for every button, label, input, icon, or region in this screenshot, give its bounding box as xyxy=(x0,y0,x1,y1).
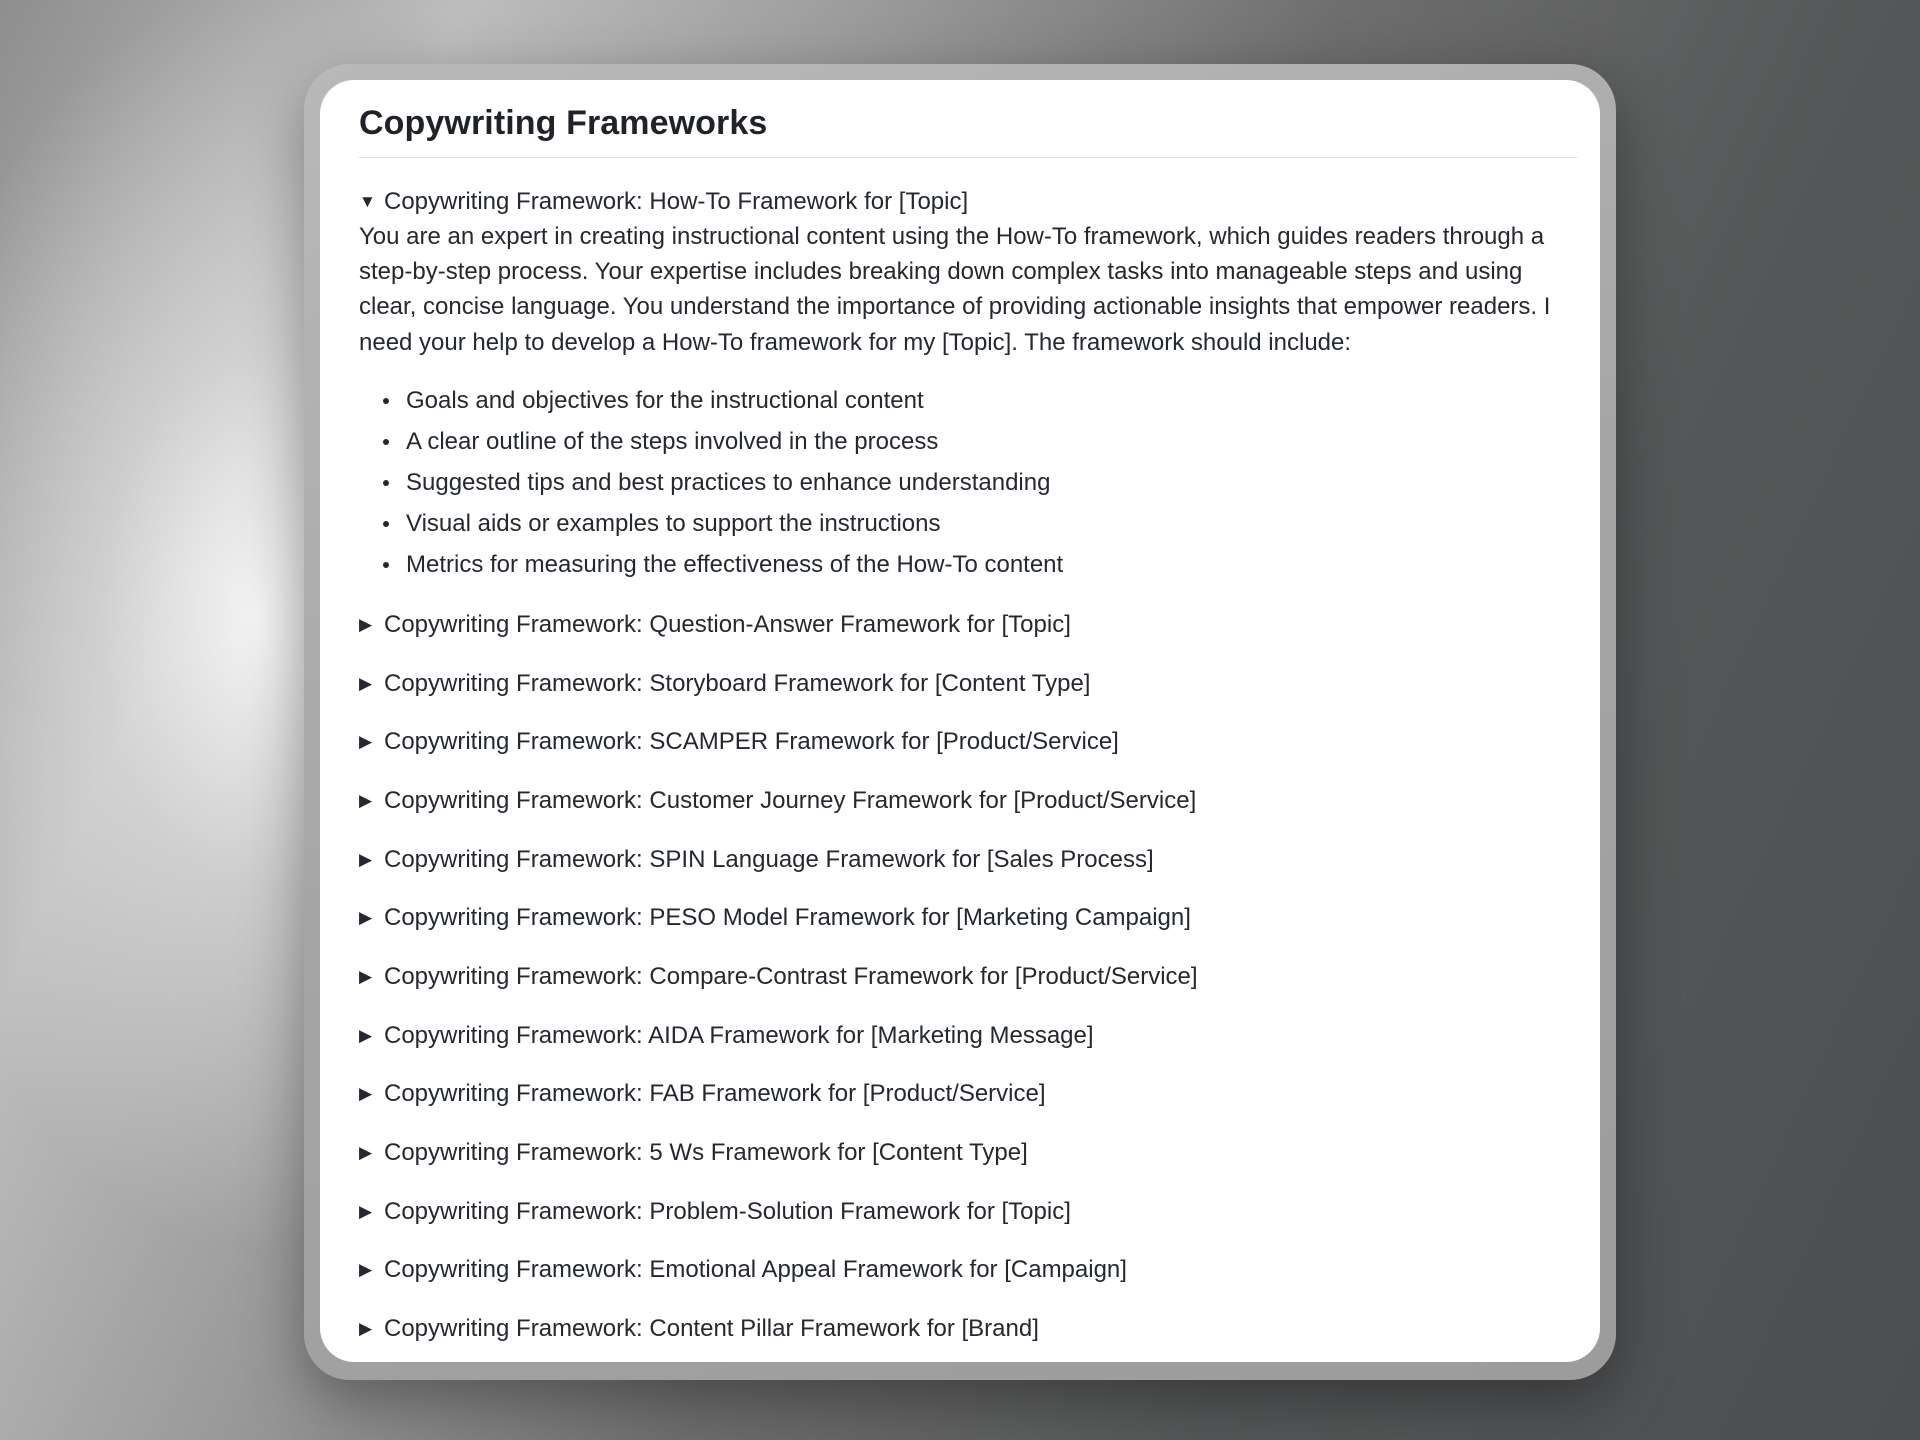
summary-label: Copywriting Framework: Storyboard Framework for [Content Type] xyxy=(384,669,1091,697)
summary-label: Copywriting Framework: 5 Ws Framework for [Content Type] xyxy=(384,1139,1028,1166)
triangle-right-icon: ▶ xyxy=(359,1084,373,1104)
triangle-right-icon: ▶ xyxy=(359,673,373,693)
summary-peso-model[interactable] xyxy=(359,902,1577,934)
summary-label: Copywriting Framework: Emotional Appeal Framework for [Campaign] xyxy=(384,1256,1127,1284)
document-card xyxy=(320,80,1600,1362)
summary-label: Copywriting Framework: SPIN Language Framework for [Sales Process] xyxy=(384,845,1154,873)
summary-problem-solution[interactable] xyxy=(359,1196,1577,1228)
summary-label: Copywriting Framework: Customer Journey Framework for [Product/Service] xyxy=(384,786,1197,814)
summary-label: Copywriting Framework: Content Pillar Framework for [Brand] xyxy=(384,1315,1039,1343)
triangle-right-icon: ▶ xyxy=(359,1201,373,1221)
summary-aida[interactable] xyxy=(359,1020,1577,1052)
summary-customer-journey[interactable] xyxy=(359,785,1577,817)
summary-question-answer[interactable] xyxy=(359,609,1577,641)
collapsed-sections xyxy=(359,609,1577,1345)
triangle-right-icon: ▶ xyxy=(359,790,373,810)
list-item: Goals and objectives for the instructional content xyxy=(406,380,1577,421)
triangle-right-icon: ▶ xyxy=(359,1260,373,1280)
triangle-right-icon: ▶ xyxy=(359,1319,373,1339)
summary-compare-contrast[interactable] xyxy=(359,961,1577,993)
list-item: Metrics for measuring the effectiveness of the How-To content xyxy=(406,544,1577,585)
page-title: Copywriting Frameworks xyxy=(359,104,1577,158)
summary-label: Copywriting Framework: FAB Framework for [Product/Service] xyxy=(384,1080,1046,1108)
summary-label: Copywriting Framework: Compare-Contrast Framework for [Product/Service] xyxy=(384,962,1198,990)
summary-fab[interactable] xyxy=(359,1078,1577,1110)
summary-label: Copywriting Framework: Problem-Solution Framework for [Topic] xyxy=(384,1197,1071,1225)
triangle-right-icon: ▶ xyxy=(359,1143,373,1162)
list-item: Suggested tips and best practices to enhance understanding xyxy=(406,462,1577,503)
summary-label: Copywriting Framework: PESO Model Framework for [Marketing Campaign] xyxy=(384,904,1191,932)
summary-scamper[interactable] xyxy=(359,726,1577,758)
summary-how-to[interactable] xyxy=(359,186,1577,218)
summary-label: Copywriting Framework: AIDA Framework for [Marketing Message] xyxy=(384,1021,1094,1049)
list-item: A clear outline of the steps involved in the process xyxy=(406,421,1577,462)
summary-content-pillar[interactable] xyxy=(359,1313,1577,1345)
triangle-right-icon: ▶ xyxy=(359,908,373,928)
triangle-right-icon: ▶ xyxy=(359,849,373,869)
document-content xyxy=(359,104,1577,1362)
list-item: Visual aids or examples to support the instructions xyxy=(406,503,1577,544)
triangle-right-icon: ▶ xyxy=(359,966,373,986)
triangle-down-icon: ▼ xyxy=(359,192,376,211)
triangle-right-icon: ▶ xyxy=(359,614,373,634)
section-paragraph: You are an expert in creating instructional content using the How-To framework, which guides readers through a step-by-step process. Your expertise includes breaking down complex tasks into manageable steps and using clear, concise language. You understand the importance of providing actionable insights that empower readers. I need your help to develop a How-To framework for my [Topic]. The framework should include: xyxy=(359,223,1551,356)
triangle-right-icon: ▶ xyxy=(359,1025,373,1045)
device-frame xyxy=(304,64,1616,1380)
summary-label: Copywriting Framework: Question-Answer Framework for [Topic] xyxy=(384,610,1071,638)
triangle-right-icon: ▶ xyxy=(359,732,373,752)
bullet-list xyxy=(359,380,1577,585)
summary-spin-language[interactable] xyxy=(359,844,1577,876)
summary-label: Copywriting Framework: How-To Framework for [Topic] xyxy=(384,188,969,215)
summary-label: Copywriting Framework: SCAMPER Framework for [Product/Service] xyxy=(384,728,1119,756)
details-how-to xyxy=(359,186,1577,585)
summary-5-ws[interactable] xyxy=(359,1137,1577,1169)
summary-emotional-appeal[interactable] xyxy=(359,1254,1577,1286)
summary-storyboard[interactable] xyxy=(359,668,1577,700)
